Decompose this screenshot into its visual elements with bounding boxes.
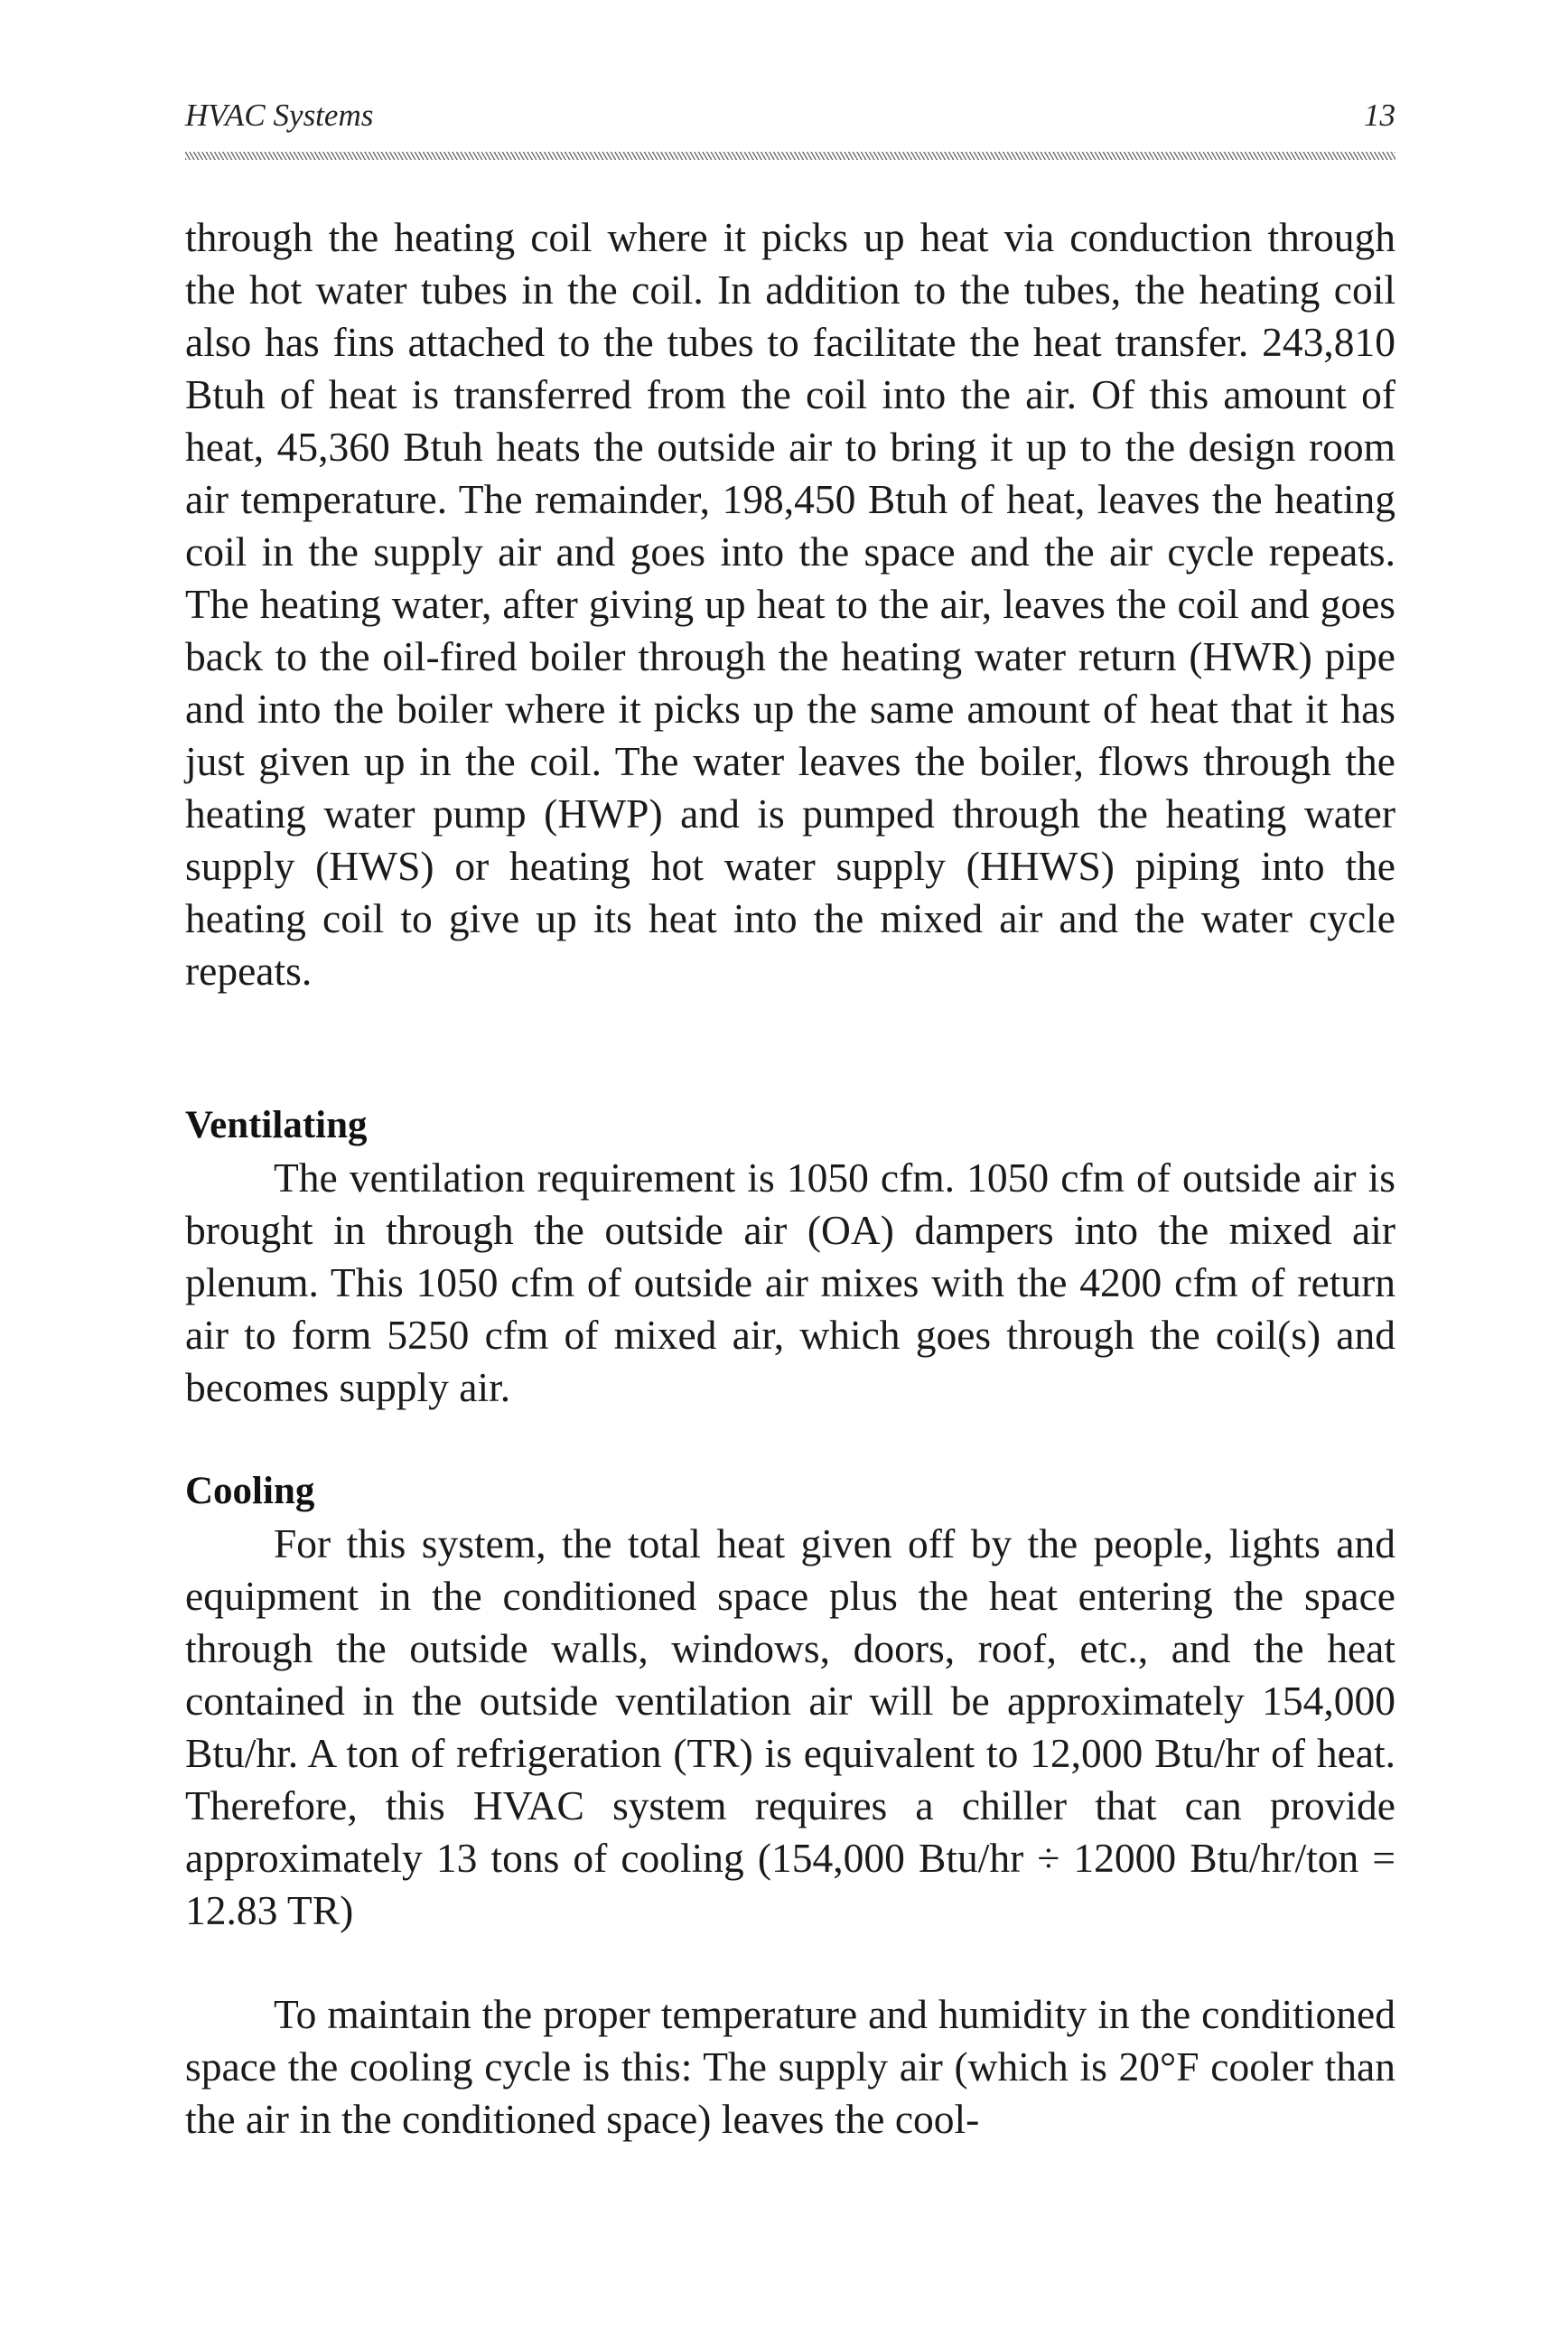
body-paragraph-continued [185, 211, 1395, 997]
ventilating-paragraph [185, 1152, 1395, 1414]
paragraph-text: The ventilation requirement is 1050 cfm. 1050 cfm of outside air is brought in through the outside air (OA) dampers into the mixed air plenum. This 1050 cfm of outside air mixes with the 4200 cfm of return air to form 5250 cfm of mixed air, which goes through the coil(s) and becomes supply air. [185, 1155, 1395, 1410]
section-heading-ventilating: Ventilating [185, 1104, 368, 1146]
page-number: 13 [1364, 98, 1395, 133]
cooling-paragraph-2 [185, 1988, 1395, 2146]
header-rule [185, 152, 1395, 160]
running-title: HVAC Systems [185, 98, 374, 133]
paragraph-text: through the heating coil where it picks up heat via conduction through the hot water tubes in the coil. In addition to the tubes, the heating coil also has fins attached to the tubes to facilitate the heat transfer. 243,810 Btuh of heat is transferred from the coil into the air. Of this amount of heat, 45,360 Btuh heats the outside air to bring it up to the design room air temperature. The remainder, 198,450 Btuh of heat, leaves the heating coil in the supply air and goes into the space and the air cycle repeats. The heating water, after giving up heat to the air, leaves the coil and goes back to the oil-fired boiler through the heating water return (HWR) pipe and into the boiler where it picks up the same amount of heat that it has just given up in the coil. The water leaves the boiler, flows through the heating water pump (HWP) and is pumped through the heating water supply (HWS) or heating hot water supply (HHWS) piping into the heating coil to give up its heat into the mixed air and the water cycle repeats. [185, 214, 1395, 994]
section-heading-cooling: Cooling [185, 1470, 315, 1512]
cooling-paragraph-1 [185, 1518, 1395, 1937]
paragraph-text: To maintain the proper temperature and humidity in the conditioned space the cooling cycle is this: The supply air (which is 20°F cooler than the air in the conditioned space) leaves the cool- [185, 1991, 1395, 2142]
running-head [185, 90, 1395, 145]
paragraph-text: For this system, the total heat given off by the people, lights and equipment in the conditioned space plus the heat entering the space through the outside walls, windows, doors, roof, etc., and the heat contained in the outside ventilation air will be approximately 154,000 Btu/hr. A ton of refrigeration (TR) is equivalent to 12,000 Btu/hr of heat. Therefore, this HVAC system requires a chiller that can provide approximately 13 tons of cooling (154,000 Btu/hr ÷ 12000 Btu/hr/ton = 12.83 TR) [185, 1520, 1395, 1933]
